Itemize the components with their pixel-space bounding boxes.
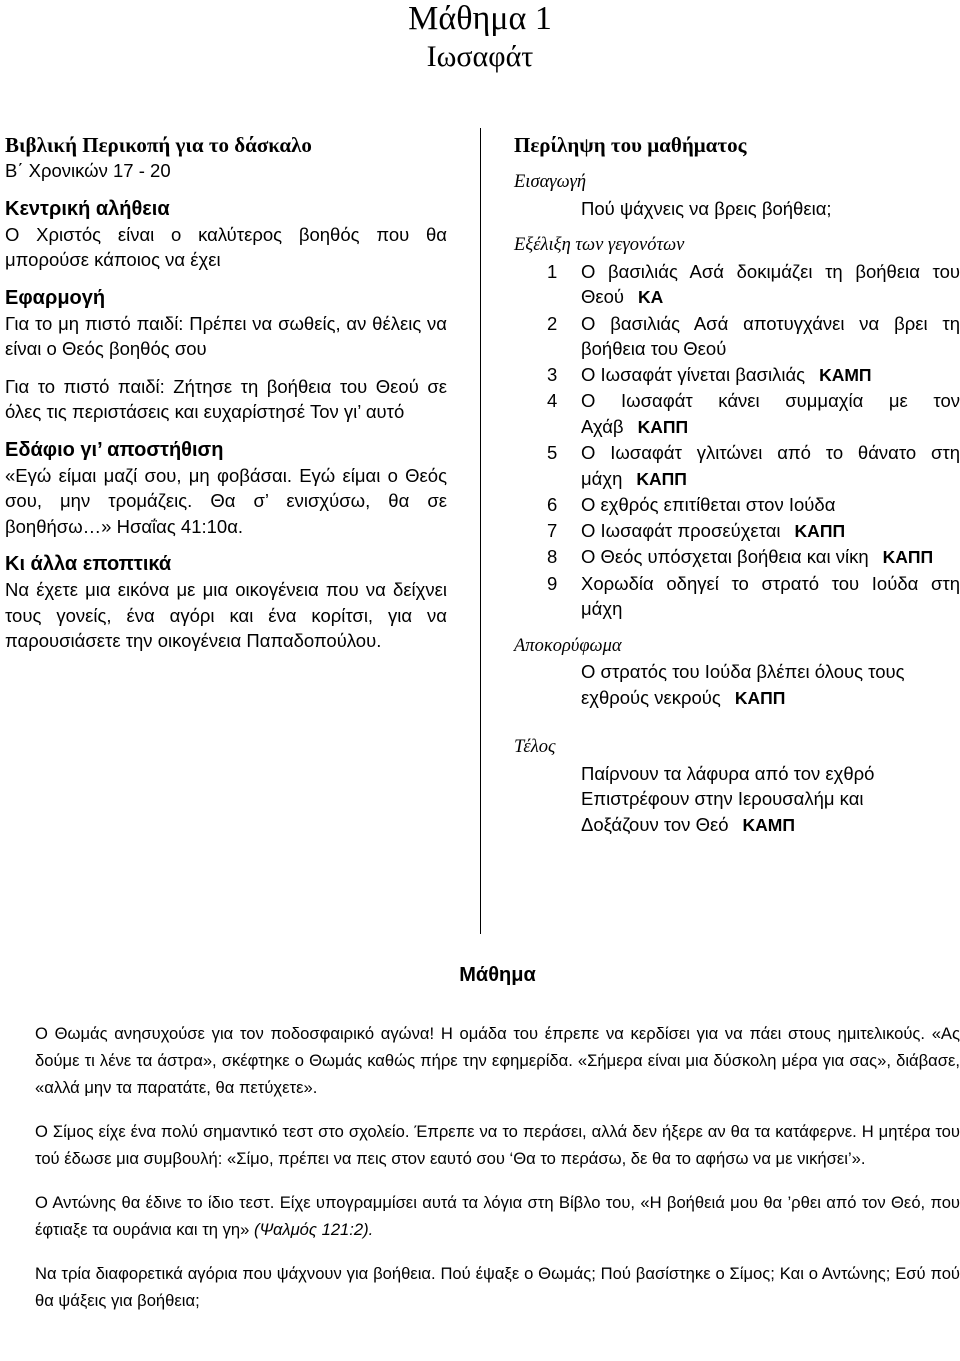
event-number: 5: [547, 442, 558, 463]
event-tag: ΚΑΠΠ: [637, 416, 689, 437]
visuals-text: Να έχετε μια εικόνα με μια οικογένεια που να δείχνει τους γονείς, ένα αγόρι και ένα κορίτσι, για να παρουσιάσετε την οικογένεια Παπαδοπούλου.: [5, 579, 447, 651]
event-number: 8: [547, 546, 558, 567]
event-text: Ο Ιωσαφάτ προσεύχεται ΚΑΠΠ: [581, 519, 846, 541]
end-line-1: Παίρνουν τα λάφυρα από τον εχθρό: [581, 762, 875, 784]
event-text: Ο βασιλιάς Ασά δοκιμάζει τη βοήθεια του Θεού ΚΑ: [581, 260, 960, 307]
event-tag: ΚΑΠΠ: [636, 468, 687, 489]
event-item: [514, 388, 960, 440]
event-text: Ο Θεός υπόσχεται βοήθεια και νίκη ΚΑΠΠ: [581, 546, 934, 567]
event-tag: ΚΑΠΠ: [882, 547, 934, 567]
lesson-scripture-ref: (Ψαλμός 121:2).: [254, 1220, 374, 1239]
event-item: [514, 492, 960, 518]
climax-tag: ΚΑΠΠ: [734, 687, 786, 708]
memory-verse-heading: Εδάφιο γι’ αποστήθιση: [5, 438, 224, 461]
visuals-heading: Κι άλλα εποπτικά: [5, 553, 172, 575]
event-tag: ΚΑΠΠ: [794, 520, 846, 541]
left-column: [5, 132, 447, 654]
page-title: Μάθημα 1: [408, 0, 552, 37]
page-header: [0, 0, 960, 76]
end-line-2: Επιστρέφουν στην Ιερουσαλήμ και: [581, 788, 864, 809]
event-number: 3: [547, 363, 558, 385]
intro-text: Πού ψάχνεις να βρεις βοήθεια;: [581, 197, 832, 219]
truth-heading: Κεντρική αλήθεια: [5, 197, 170, 220]
event-item: [514, 362, 960, 389]
event-text: Ο Ιωσαφάτ γλιτώνει από το θάνατο στη μάχη ΚΑΠΠ: [581, 442, 960, 489]
event-text: Ο Ιωσαφάτ κάνει συμμαχία με τον Αχάβ ΚΑΠΠ: [581, 390, 960, 437]
application-heading: Εφαρμογή: [5, 286, 106, 309]
application-believer: Για το πιστό παιδί: Ζήτησε τη βοήθεια του Θεού σε όλες τις περιστάσεις και ευχαρίστησέ Τον γι’ αυτό: [5, 375, 447, 422]
lesson-paragraph-4: Να τρία διαφορετικά αγόρια που ψάχνουν για βοήθεια. Πού έψαξε ο Θωμάς; Πού βασίστηκε ο Σίμος; Και ο Αντώνης; Εσύ πού θα ψάξεις για βοήθεια;: [35, 1264, 960, 1310]
event-tag: ΚΑ: [638, 287, 664, 307]
truth-text: Ο Χριστός είναι ο καλύτερος βοηθός που θα μπορούσε κάποιος να έχει: [5, 223, 447, 270]
end-line-3: Δοξάζουν τον Θεό ΚΑΜΠ: [581, 813, 795, 835]
passage-heading: Βιβλική Περικοπή για το δάσκαλο: [5, 133, 312, 157]
climax-label: Αποκορύφωμα: [514, 635, 622, 656]
passage-ref: Β΄ Χρονικών 17 - 20: [5, 160, 171, 181]
lesson-heading: Μάθημα: [459, 964, 536, 986]
event-number: 2: [547, 312, 558, 334]
column-divider: [480, 128, 481, 934]
summary-heading: Περίληψη του μαθήματος: [514, 133, 747, 157]
right-column: [514, 132, 960, 838]
events-list: [514, 259, 960, 622]
end-tag: ΚΑΜΠ: [742, 814, 795, 835]
event-text: Ο εχθρός επιτίθεται στον Ιούδα: [581, 494, 836, 515]
event-tag: ΚΑΜΠ: [819, 364, 872, 385]
events-label: Εξέλιξη των γεγονότων: [514, 235, 685, 255]
memory-verse-text: «Εγώ είμαι μαζί σου, μη φοβάσαι. Εγώ είμαι ο Θεός σου, μην τρομάζεις. Θα σ’ ενισχύσω, θα σε βοηθήσω…» Ησαΐας 41:10α.: [5, 464, 447, 537]
event-item: [514, 518, 960, 545]
event-number: 4: [547, 390, 558, 411]
event-number: 7: [547, 519, 558, 541]
event-item: [514, 259, 960, 311]
page-subtitle: Ιωσαφάτ: [426, 40, 534, 73]
event-number: 1: [547, 260, 558, 282]
event-item: [514, 440, 960, 492]
event-number: 9: [547, 572, 558, 594]
lesson-paragraph-3: Ο Αντώνης θα έδινε το ίδιο τεστ. Είχε υπογραμμίσει αυτά τα λόγια στη Βίβλο του, «Η βοήθειά μου θα ’ρθει από τον Θεό, που έφτιαξε τα ουράνια και τη γη» (Ψαλμός 121:2).: [35, 1193, 960, 1239]
lesson-paragraph-1: Ο Θωμάς ανησυχούσε για τον ποδοσφαιρικό αγώνα! Η ομάδα του έπρεπε να κερδίσει για να πάει στους ημιτελικούς. «Ας δούμε τι λένε τα άστρα», σκέφτηκε ο Θωμάς καθώς πήρε την εφημερίδα. «Σήμερα είναι μια δύσκολη μέρα για σας», διάβασε, «αλλά μην τα παρατάτε, θα πετύχετε».: [35, 1024, 960, 1097]
event-text: Χορωδία οδηγεί το στρατό του Ιούδα στη μάχη: [581, 572, 960, 619]
end-label: Τέλος: [514, 737, 556, 757]
event-item: [514, 544, 960, 571]
climax-text: Ο στρατός του Ιούδα βλέπει όλους τους εχθρούς νεκρούς ΚΑΠΠ: [581, 661, 905, 708]
event-item: [514, 311, 960, 362]
application-unbeliever: Για το μη πιστό παιδί: Πρέπει να σωθείς, αν θέλεις να είναι ο Θεός βοηθός σου: [5, 312, 447, 359]
event-number: 6: [547, 494, 558, 515]
event-item: [514, 571, 960, 622]
lesson-body: [35, 1020, 960, 1331]
event-text: Ο Ιωσαφάτ γίνεται βασιλιάς ΚΑΜΠ: [581, 363, 872, 385]
lesson-paragraph-2: Ο Σίμος είχε ένα πολύ σημαντικό τεστ στο σχολείο. Έπρεπε να το περάσει, αλλά δεν ήξερε αν θα τα κατάφερνε. Η μητέρα του τού έδωσε μια συμβουλή: «Σίμο, πρέπει να πεις στον εαυτό σου ‘Θα το περάσω, δε θα το αφήσω να με νικήσει’».: [35, 1122, 960, 1168]
intro-label: Εισαγωγή: [514, 172, 587, 192]
event-text: Ο βασιλιάς Ασά αποτυγχάνει να βρει τη βοήθεια του Θεού: [581, 312, 960, 359]
